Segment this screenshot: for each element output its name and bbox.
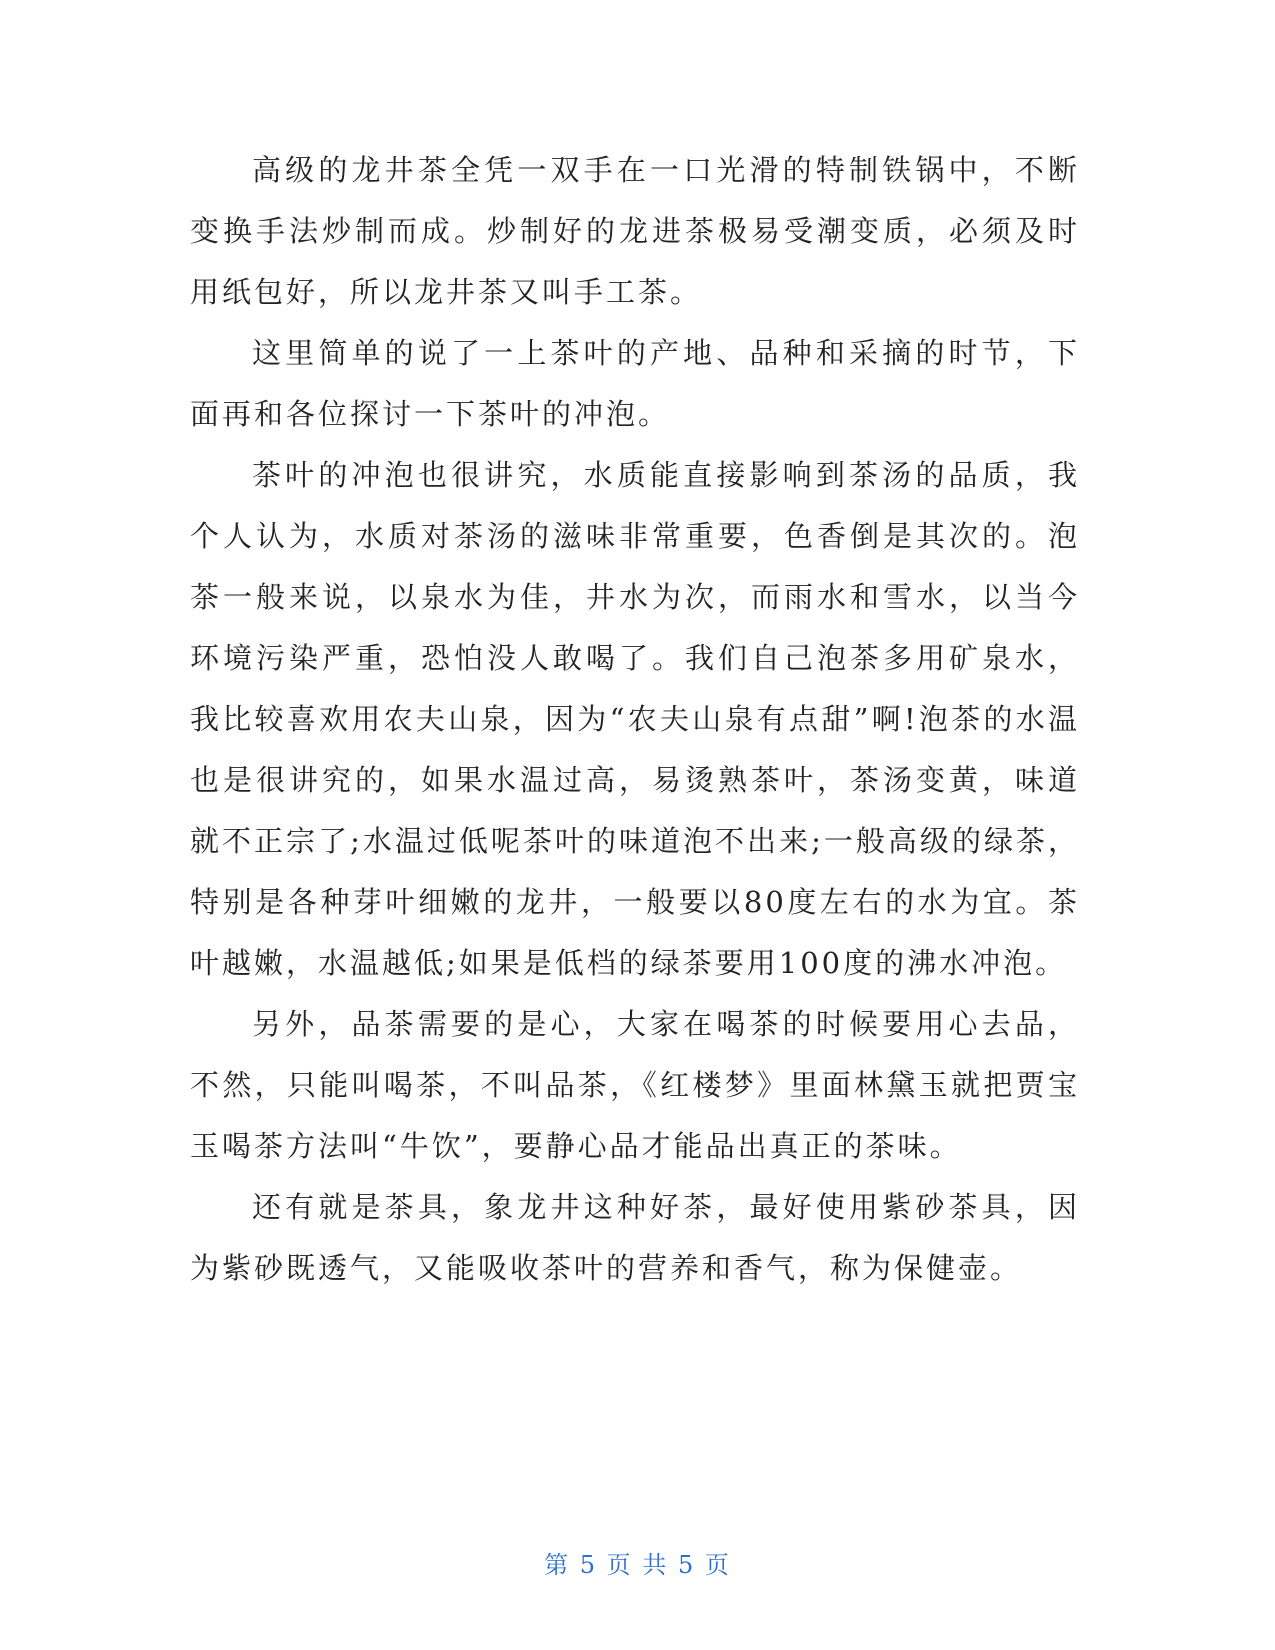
page-footer	[0, 1545, 1275, 1580]
document-body	[190, 140, 1080, 1299]
footer-page-word: 页	[606, 1551, 633, 1579]
paragraph-teaware: 还有就是茶具，象龙井这种好茶，最好使用紫砂茶具，因为紫砂既透气，又能吸收茶叶的营养和香气，称为保健壶。	[190, 1190, 1080, 1285]
footer-total-word: 共	[642, 1551, 669, 1579]
paragraph-longjing-handmade: 高级的龙井茶全凭一双手在一口光滑的特制铁锅中，不断变换手法炒制而成。炒制好的龙进茶极易受潮变质，必须及时用纸包好，所以龙井茶又叫手工茶。	[190, 153, 1080, 309]
footer-prefix: 第	[544, 1551, 571, 1579]
footer-current-page: 5	[579, 1551, 598, 1579]
paragraph-tasting-with-heart: 另外，品茶需要的是心，大家在喝茶的时候要用心去品，不然，只能叫喝茶，不叫品茶，《红楼梦》里面林黛玉就把贾宝玉喝茶方法叫“牛饮”，要静心品才能品出真正的茶味。	[190, 1007, 1080, 1163]
paragraph-water-quality: 茶叶的冲泡也很讲究，水质能直接影响到茶汤的品质，我个人认为，水质对茶汤的滋味非常重要，色香倒是其次的。泡茶一般来说，以泉水为佳，井水为次，而雨水和雪水，以当今环境污染严重，恐怕没人敢喝了。我们自己泡茶多用矿泉水，我比较喜欢用农夫山泉，因为“农夫山泉有点甜”啊!泡茶的水温也是很讲究的，如果水温过高，易烫熟茶叶，茶汤变黄，味道就不正宗了;水温过低呢茶叶的味道泡不出来;一般高级的绿茶，特别是各种芽叶细嫩的龙井，一般要以80度左右的水为宜。茶叶越嫩，水温越低;如果是低档的绿茶要用100度的沸水冲泡。	[190, 458, 1080, 980]
paragraph-intro-brewing: 这里简单的说了一上茶叶的产地、品种和采摘的时节，下面再和各位探讨一下茶叶的冲泡。	[190, 336, 1080, 431]
footer-total-pages: 5	[677, 1551, 696, 1579]
footer-suffix: 页	[704, 1551, 731, 1579]
